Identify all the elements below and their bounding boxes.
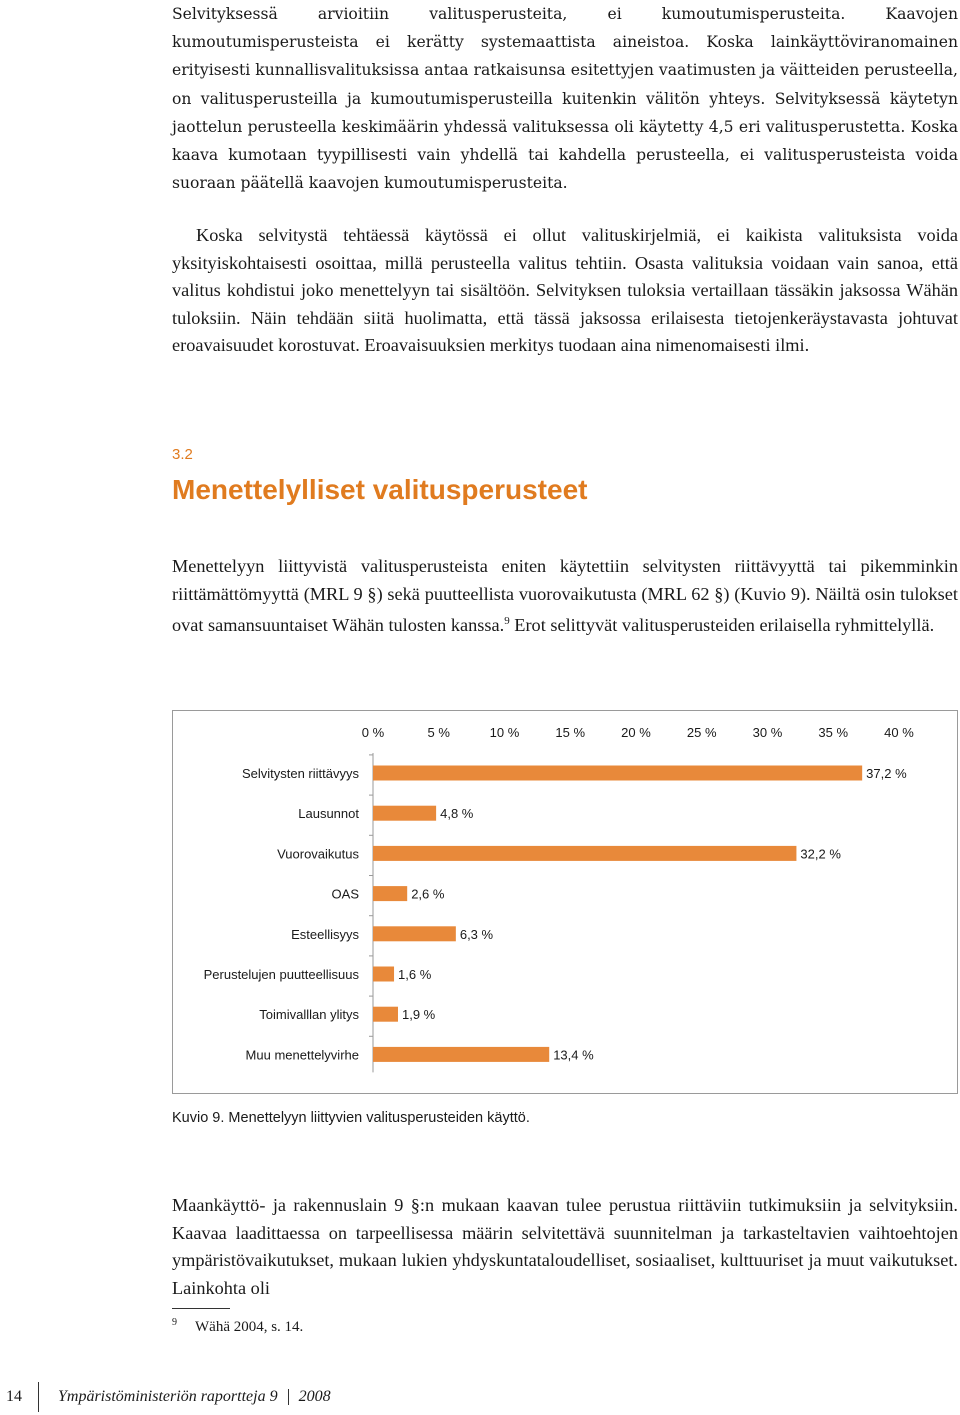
bar-chart [173, 711, 957, 1093]
data-label: 1,6 % [398, 967, 432, 982]
paragraph-1: Selvityksessä arvioitiin valitusperusteita, ei kumoutumisperusteita. Kaavojen kumoutumisperusteista ei kerätty systemaattista aineistoa. Koska lainkäyttöviranomainen erityisesti kunnallisvalituksissa antaa ratkaisunsa esitettyjen vaatimusten ja väitteiden perusteella, on valitusperusteilla ja kumoutumisperusteilla kuitenkin välitön yhteys. Selvityksessä käytetyn jaottelun perusteella keskimäärin yhdessä valituksessa oli käytetty 4,5 eri valitusperustetta. Koska kaava kumotaan tyypillisesti vain yhdellä tai kahdella perusteella, ei valitusperusteista voida suoraan päätellä kaavojen kumoutumisperusteita. [172, 5, 958, 193]
publication-name: Ympäristöministeriön raportteja 9 2008 [58, 1388, 331, 1405]
footnote-number: 9 [172, 1317, 177, 1328]
page-number: 14 [6, 1388, 22, 1405]
category-label: Muu menettelyvirhe [245, 1047, 359, 1063]
bar [373, 846, 796, 861]
bar [373, 1047, 549, 1062]
paragraph-2: Koska selvitystä tehtäessä käytössä ei ollut valituskirjelmiä, ei kaikista valituksista voida yksityiskohtaisesti osoittaa, millä perusteella valitus tehtiin. Osasta valituksia voidaan vain sanoa, että valitus kohdistui joko menettelyyn tai sisältöön. Selvityksen tuloksia vertaillaan tässäkin jaksossa Wähän tuloksiin. Näin tehdään siitä huolimatta, että tässä jaksossa erilaisesta tietojenkeräystavasta johtuvat eroavaisuudet korostuvat. Eroavaisuuksien merkitys tuodaan aina nimenomaisesti ilmi. [172, 225, 958, 356]
bar [373, 886, 407, 901]
section-title: Menettelylliset valitusperusteet [172, 474, 588, 505]
x-tick-label: 0 % [361, 725, 385, 740]
bar [373, 806, 436, 821]
footnote-reference[interactable]: 9 [504, 615, 510, 628]
x-tick-label: 15 % [555, 725, 586, 740]
bar [373, 967, 394, 982]
data-label: 1,9 % [401, 1007, 436, 1023]
data-label: 4,8 % [440, 806, 474, 822]
category-label: Selvitysten riittävyys [241, 766, 359, 781]
footer-divider [38, 1382, 39, 1412]
data-label: 6,3 % [459, 926, 494, 942]
data-label: 37,2 % [866, 766, 907, 781]
publication-year: 2008 [298, 1388, 331, 1405]
section-number: 3.2 [172, 446, 193, 463]
bar [373, 766, 862, 781]
footnote-text: Wähä 2004, s. 14. [195, 1319, 304, 1335]
figure-caption: Kuvio 9. Menettelyyn liittyvien valitusperusteiden käyttö. [172, 1110, 530, 1126]
category-label: OAS [331, 886, 359, 902]
footnote [172, 1317, 303, 1336]
x-tick-label: 5 % [427, 725, 450, 740]
x-tick-label: 25 % [686, 725, 717, 740]
data-label: 13,4 % [553, 1047, 594, 1063]
category-label: Lausunnot [298, 806, 359, 822]
x-tick-label: 35 % [818, 725, 849, 740]
chart-frame [172, 710, 958, 1094]
category-label: Perustelujen puutteellisuus [203, 967, 359, 982]
paragraph-3: Maankäyttö- ja rakennuslain 9 §:n mukaan kaavan tulee perustua riittäviin tutkimuksiin ja selvityksiin. Kaavaa laadittaessa on tarpeellisessa määrin selvitettävä suunnitelman ja tarkasteltavien vaihtoehtojen ympäristövaikutukset, mukaan lukien yhdyskuntataloudelliset, sosiaaliset, kulttuuriset ja muut vaikutukset. Lainkohta oli [172, 1195, 958, 1298]
section-intro: Menettelyyn liittyvistä valitusperusteista eniten käytettiin selvitysten riittävyyttä tai pikemminkin riittämättömyyttä (MRL 9 §) sekä puutteellista vuorovaikutusta (MRL 62 §) (Kuvio 9). Näiltä osin tulokset ovat samansuuntaiset Wähän tulosten kanssa.$^9$ Erot selittyvät valitusperusteiden erilaisella ryhmittelyllä. [172, 556, 958, 636]
data-label: 32,2 % [800, 846, 841, 862]
x-tick-label: 10 % [489, 725, 520, 740]
x-tick-label: 40 % [884, 725, 914, 740]
bar [373, 1007, 398, 1022]
x-tick-label: 30 % [752, 725, 783, 740]
bar [373, 926, 456, 941]
x-tick-label: 20 % [621, 725, 651, 740]
footnote-divider [172, 1308, 230, 1309]
category-label: Toimivalllan ylitys [259, 1007, 359, 1023]
category-label: Vuorovaikutus [277, 846, 359, 862]
category-label: Esteellisyys [291, 926, 359, 942]
data-label: 2,6 % [411, 886, 445, 902]
